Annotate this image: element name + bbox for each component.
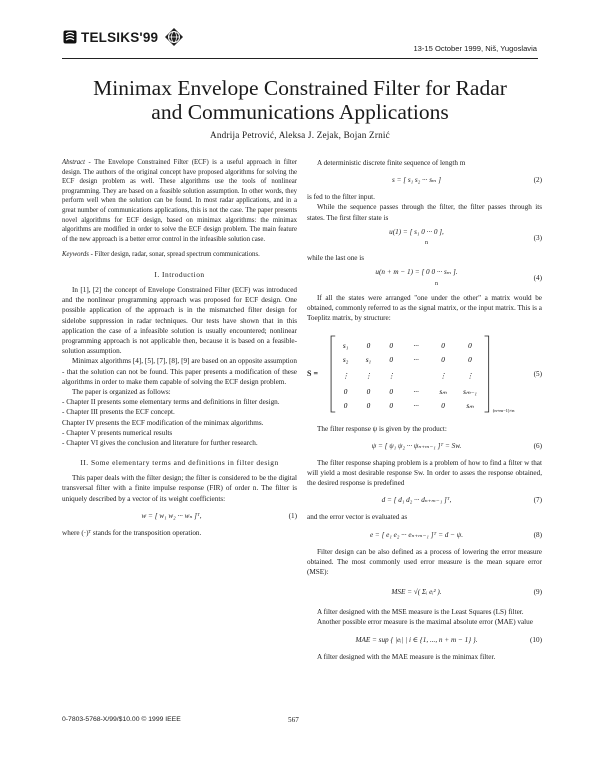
- keywords: [62, 250, 297, 260]
- right-paragraph-3: While the sequence passes through the filter, the filter passes through its states. The first filter state is: [307, 203, 542, 222]
- matrix-cell: 0: [441, 341, 445, 350]
- equation-3-body: u(1) = [ s₁ 0 ··· 0 ],: [389, 228, 444, 237]
- equation-10-number: (10): [530, 635, 542, 644]
- intro-paragraph-2: Minimax algorithms [4], [5], [7], [8], [9] are based on an opposite assumption - that the solution can not be found. This paper presents a modification of these algorithms in order to make them capable of solving the ECF design problem.: [62, 357, 297, 386]
- matrix-cell: 0: [441, 355, 445, 364]
- matrix-label: S =: [307, 368, 319, 378]
- abstract-text: The Envelope Constrained Filter (ECF) is a useful approach in filter design. The authors of the original concept have proposed algorithms for solving the ECF design problem as well. These algorithms use the tools of nonlinear programming. They are based on a feasible solution assumption. In other words, they perform well when the solution can be found. In most radar applications, and in a great number of communications applications, this is not the case. The paper presents novel algorithms for ECF design, based on minimax algorithms: the minimax algorithms are modified in order to solve the ECF design problem. The main feature of the new approach is a better error control in the infeasible solution case.: [62, 159, 298, 243]
- matrix-cell: sₘ₋₁: [463, 387, 477, 396]
- equation-6-number: (6): [533, 441, 542, 450]
- footer-isbn: 0-7803-5768-X/99/$10.00 © 1999 IEEE: [62, 716, 181, 723]
- matrix-cell: s₁: [365, 355, 372, 364]
- equation-10-math: MAE = sup { |eᵢ| | i ∈ {1, ..., n + m − 1} }.: [355, 635, 478, 644]
- equation-9-number: (9): [533, 588, 542, 597]
- left-column: [62, 158, 297, 538]
- list-item: - Chapter II presents some elementary terms and definitions in filter design.: [62, 398, 280, 407]
- equation-1-math: w = [ w₁ w₂ ··· wₙ ]ᵀ,: [141, 511, 202, 520]
- matrix-cell: sₘ: [466, 401, 474, 410]
- paper-title: [40, 76, 560, 124]
- matrix-cell: 0: [389, 341, 394, 350]
- conference-date: 13-15 October 1999, Niš, Yugoslavia: [413, 44, 537, 53]
- right-column: [307, 158, 542, 662]
- equation-7-math: d = [ d₁ d₂ ··· dₙ₊ₘ₋₁ ]ᵀ,: [381, 496, 452, 505]
- matrix-dimension: (n+m−1)×n: [492, 407, 515, 413]
- equation-4: [307, 268, 542, 288]
- matrix-cell: 0: [343, 401, 348, 410]
- toeplitz-matrix: [307, 330, 542, 418]
- equation-3-math: [307, 227, 526, 248]
- equation-9: [307, 582, 542, 602]
- right-paragraph-6: The filter response ψ is given by the product:: [317, 424, 447, 433]
- equation-8-number: (8): [533, 530, 542, 539]
- equation-6: [307, 439, 542, 453]
- matrix-cell: 0: [389, 355, 394, 364]
- matrix-equation-number: (5): [533, 369, 542, 378]
- equation-4-body: u(n + m − 1) = [ 0 0 ··· sₘ ].: [375, 268, 458, 277]
- keywords-label: Keywords -: [62, 251, 93, 259]
- equation-1: [62, 509, 297, 523]
- matrix-cell: s₂: [342, 355, 349, 364]
- matrix-cell: 0: [343, 387, 348, 396]
- equation-6-math: ψ = [ ψ₁ ψ₂ ··· ψₙ₊ₘ₋₁ ]ᵀ = Sw.: [371, 441, 462, 450]
- intro-paragraph-3: The paper is organized as follows:: [72, 387, 171, 396]
- equation-7-number: (7): [533, 496, 542, 505]
- authors: Andrija Petrović, Aleksa J. Zejak, Bojan Zrnić: [210, 130, 390, 140]
- matrix-cell: 0: [366, 341, 371, 350]
- globe-icon: [164, 27, 184, 47]
- matrix-cell: 0: [366, 401, 371, 410]
- list-item: Chapter IV presents the ECF modification of the minimax algorithms.: [62, 418, 264, 427]
- abstract-label: Abstract -: [62, 159, 91, 166]
- right-paragraph-11: Another possible error measure is the maximal absolute error (MAE) value: [317, 618, 533, 627]
- matrix-cell: ⋮: [364, 371, 373, 380]
- equation-8: [307, 528, 542, 542]
- matrix-cell: ···: [413, 341, 419, 350]
- logo-text: TELSIKS'99: [81, 29, 159, 45]
- matrix-cell: ⋮: [439, 371, 447, 380]
- right-paragraph-2: is fed to the filter input.: [307, 193, 375, 202]
- right-paragraph-9: Filter design can be also defined as a process of lowering the error measure obtained. The most commonly used error measure is the mean square error (MSE):: [307, 547, 542, 577]
- keywords-text: Filter design, radar, sonar, spread spectrum communications.: [94, 251, 260, 259]
- matrix-cell: ···: [413, 355, 419, 364]
- matrix-cell: 0: [366, 387, 371, 396]
- right-paragraph-12: A filter designed with the MAE measure is the minimax filter.: [317, 652, 496, 661]
- matrix-cell: 0: [389, 387, 394, 396]
- matrix-cell: s₁: [342, 341, 349, 350]
- page-number: 567: [288, 716, 299, 724]
- matrix-cell: sₘ: [439, 387, 447, 396]
- equation-9-math: MSE = √( Σᵢ eᵢ² ).: [391, 588, 442, 597]
- conference-logo: [63, 27, 184, 47]
- matrix-cell: ⋮: [466, 371, 474, 380]
- right-paragraph-7: The filter response shaping problem is a problem of how to find a filter w that will yield a most desirable response Sw. In order to asses the response obtained, the desired response is predefined: [307, 458, 542, 488]
- section-heading-elementary-terms: II. Some elementary terms and definitions in filter design: [80, 458, 279, 468]
- equation-1-number: (1): [288, 511, 297, 520]
- matrix-grid: [329, 334, 526, 414]
- equation-3: [307, 228, 542, 248]
- matrix-cell: 0: [468, 341, 472, 350]
- matrix-cell: ⋮: [387, 371, 395, 380]
- matrix-cell: ···: [413, 401, 419, 410]
- equation-10: [307, 633, 542, 647]
- section2-paragraph-1: This paper deals with the filter design; the filter is considered to be the digital transversal filter with a finite impulse response (FIR) of order n. The filter is uniquely described by a vector of its weight coefficients:: [62, 474, 297, 503]
- equation-2-number: (2): [533, 176, 542, 185]
- equation-4-number: (4): [533, 273, 542, 282]
- equation-2-math: s = [ s₁ s₂ ··· sₘ ]: [391, 176, 441, 185]
- equation-3-underbrace-label: n: [425, 240, 428, 247]
- title-line-2: and Communications Applications: [151, 100, 449, 124]
- telsiks-logo-icon: [63, 30, 77, 44]
- matrix-cell: 0: [441, 401, 445, 410]
- intro-paragraph-1: In [1], [2] the concept of Envelope Constrained Filter (ECF) was introduced and the nonlinear programming approach was proposed for ECF design. One possible application of the approach is in the mismatched filter design for sidelobe suppression in radar techniques. Our tests have shown that in this application the case of a infeasible solution is usually encountered; nonlinear programming approach is not applicable then, because it is based on a feasible-solution assumption.: [62, 285, 297, 356]
- header-rule: [62, 58, 538, 59]
- matrix-cell: ⋮: [341, 371, 350, 380]
- title-line-1: Minimax Envelope Constrained Filter for Radar: [93, 76, 507, 100]
- equation-8-math: e = [ e₁ e₂ ··· eₙ₊ₘ₋₁ ]ᵀ = d − ψ.: [369, 530, 464, 539]
- equation-4-math: [307, 267, 526, 288]
- right-paragraph-10: A filter designed with the MSE measure is the Least Squares (LS) filter.: [317, 608, 524, 617]
- matrix-cell: 0: [389, 401, 394, 410]
- equation-4-underbrace-label: n: [435, 280, 438, 287]
- list-item: - Chapter V presents numerical results: [62, 428, 173, 437]
- section-heading-introduction: I. Introduction: [154, 269, 205, 279]
- matrix-cell: ···: [413, 387, 419, 396]
- list-item: - Chapter VI gives the conclusion and literature for further research.: [62, 438, 258, 447]
- right-paragraph-4: while the last one is: [307, 253, 365, 262]
- matrix-cell: 0: [468, 355, 472, 364]
- right-paragraph-1: A deterministic discrete finite sequence of length m: [317, 159, 466, 167]
- abstract: [62, 158, 297, 244]
- list-item: - Chapter III presents the ECF concept.: [62, 408, 175, 417]
- equation-7: [307, 493, 542, 507]
- equation-2: [307, 173, 542, 187]
- section2-paragraph-2: where (·)ᵀ stands for the transposition operation.: [62, 528, 202, 537]
- right-paragraph-8: and the error vector is evaluated as: [307, 513, 408, 522]
- equation-3-number: (3): [533, 233, 542, 242]
- right-paragraph-5: If all the states were arranged "one under the other" a matrix would be obtained, commonly referred to as the signal matrix, or the input matrix. This is a Toeplitz matrix, by structure:: [307, 294, 542, 323]
